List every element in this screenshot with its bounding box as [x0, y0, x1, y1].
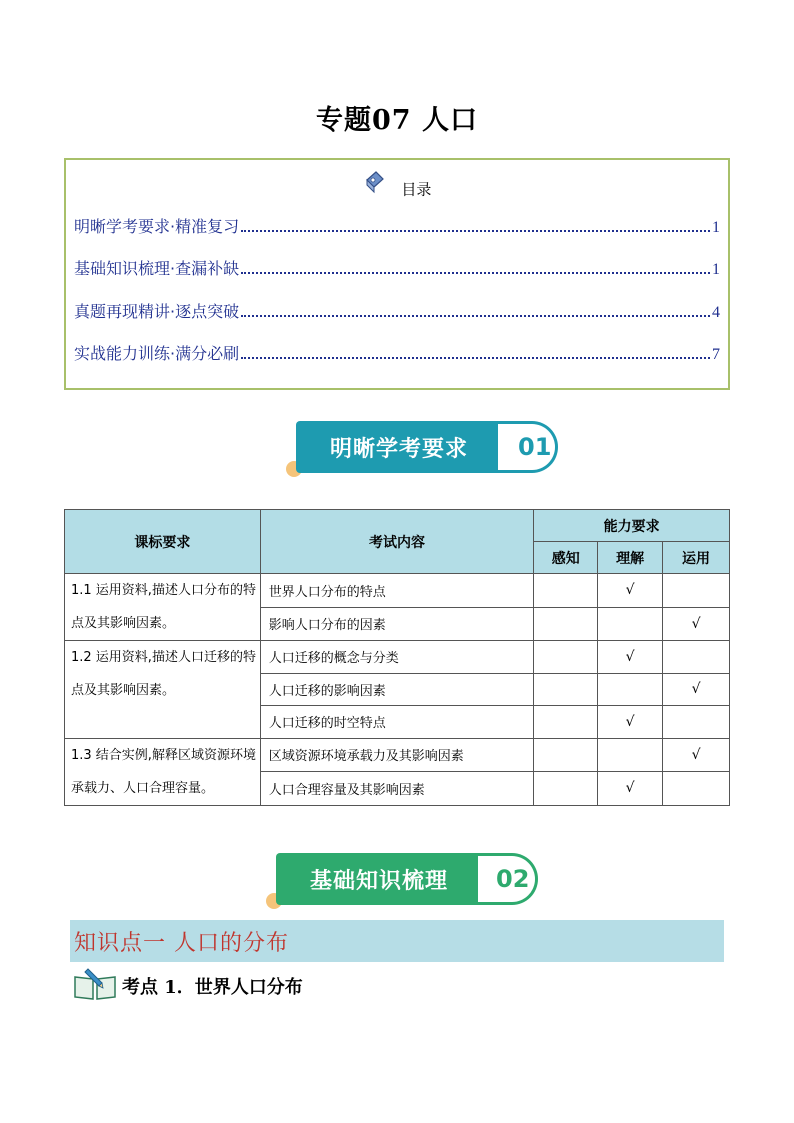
toc-heading: 目录 [401, 180, 432, 199]
page-title: 专题07 人口 [316, 105, 478, 136]
table-of-contents [64, 158, 730, 390]
header-standard: 课标要求 [65, 510, 261, 574]
standard-cell: 1.2 运用资料,描述人口迁移的特点及其影响因素。 [65, 641, 261, 739]
understand-cell: √ [598, 641, 663, 674]
perceive-cell [534, 641, 598, 674]
understand-cell [598, 607, 663, 641]
perceive-cell [534, 673, 598, 706]
table-row [65, 574, 730, 608]
content-cell: 人口迁移的概念与分类 [260, 641, 534, 674]
standard-cell: 1.3 结合实例,解释区域资源环境承载力、人口合理容量。 [65, 738, 261, 805]
banner-label: 明晰学考要求 [296, 421, 502, 473]
toc-item-label: 实战能力训练·满分必刷 [74, 344, 240, 363]
perceive-cell [534, 772, 598, 806]
perceive-cell [534, 574, 598, 608]
perceive-cell [534, 738, 598, 772]
open-book-pencil-icon [72, 967, 118, 1005]
toc-item[interactable] [74, 340, 720, 364]
header-perceive: 感知 [534, 542, 598, 574]
apply-cell: √ [663, 673, 730, 706]
toc-item[interactable] [74, 298, 720, 322]
content-cell: 人口迁移的影响因素 [260, 673, 534, 706]
apply-cell [663, 772, 730, 806]
content-cell: 人口合理容量及其影响因素 [260, 772, 534, 806]
header-apply: 运用 [663, 542, 730, 574]
standard-cell: 1.1 运用资料,描述人口分布的特点及其影响因素。 [65, 574, 261, 641]
perceive-cell [534, 607, 598, 641]
understand-cell: √ [598, 574, 663, 608]
exam-point-heading [72, 968, 303, 1004]
header-understand: 理解 [598, 542, 663, 574]
toc-item-label: 基础知识梳理·查漏补缺 [74, 259, 240, 278]
toc-item[interactable] [74, 255, 720, 279]
table-row [65, 738, 730, 772]
exam-point-title: 考点 1．世界人口分布 [122, 977, 303, 998]
header-ability: 能力要求 [534, 510, 730, 542]
apply-cell: √ [663, 607, 730, 641]
banner-label: 基础知识梳理 [276, 853, 482, 905]
content-cell: 人口迁移的时空特点 [260, 706, 534, 739]
apply-cell [663, 706, 730, 739]
table-row [65, 641, 730, 674]
section-banner-02 [266, 853, 536, 907]
toc-item-label: 真题再现精讲·逐点突破 [74, 302, 240, 321]
understand-cell [598, 673, 663, 706]
banner-number: 01 [518, 433, 552, 461]
apply-cell [663, 574, 730, 608]
bookmark-icon [363, 170, 385, 198]
content-cell: 影响人口分布的因素 [260, 607, 534, 641]
toc-item-page: 1 [712, 261, 720, 278]
apply-cell [663, 641, 730, 674]
content-cell: 区域资源环境承载力及其影响因素 [260, 738, 534, 772]
toc-item[interactable] [74, 213, 720, 237]
content-cell: 世界人口分布的特点 [260, 574, 534, 608]
understand-cell: √ [598, 772, 663, 806]
section-banner-01 [286, 421, 556, 475]
toc-item-page: 7 [712, 346, 720, 363]
toc-item-page: 4 [712, 304, 720, 321]
toc-item-page: 1 [712, 219, 720, 236]
knowledge-point-title: 知识点一 人口的分布 [74, 931, 289, 956]
perceive-cell [534, 706, 598, 739]
banner-number: 02 [496, 865, 530, 893]
toc-item-label: 明晰学考要求·精准复习 [74, 217, 240, 236]
understand-cell [598, 738, 663, 772]
apply-cell: √ [663, 738, 730, 772]
knowledge-point-bar [70, 920, 724, 962]
header-content: 考试内容 [260, 510, 534, 574]
requirements-table [64, 509, 730, 806]
understand-cell: √ [598, 706, 663, 739]
